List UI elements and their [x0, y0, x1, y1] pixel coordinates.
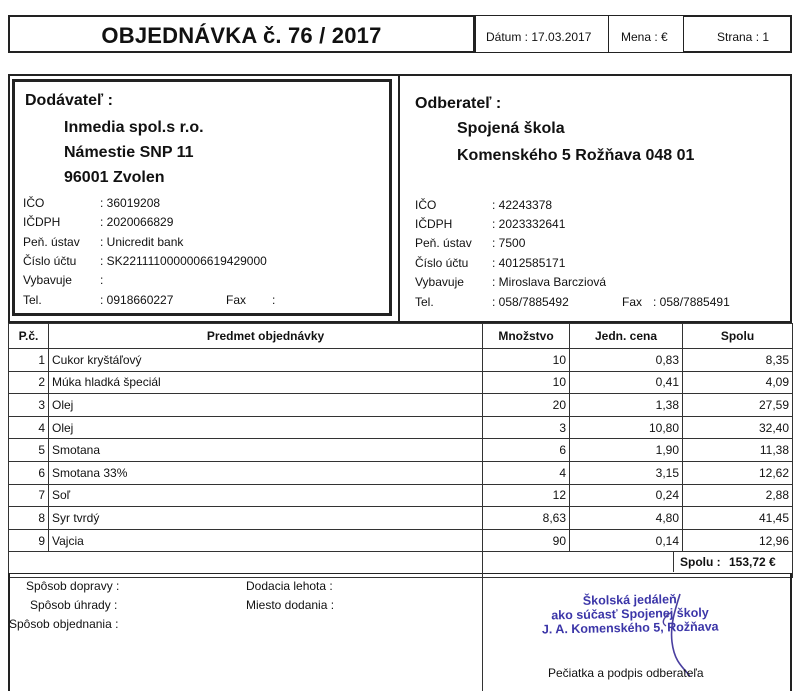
col-header-total: Spolu [683, 324, 793, 349]
col-header-price: Jedn. cena [570, 324, 683, 349]
row-total: 41,45 [683, 507, 793, 530]
row-pc: 8 [9, 507, 49, 530]
items-table [8, 323, 793, 578]
row-total: 4,09 [683, 371, 793, 394]
row-price: 1,90 [570, 439, 683, 462]
row-total: 12,96 [683, 529, 793, 552]
row-qty: 8,63 [483, 507, 570, 530]
row-total: 2,88 [683, 484, 793, 507]
customer-icdph-label: IČDPH [415, 217, 453, 231]
table-row [9, 416, 793, 439]
table-row [9, 507, 793, 530]
supplier-name: Inmedia spol.s r.o. [64, 119, 204, 136]
supplier-account-label: Číslo účtu [23, 254, 77, 268]
row-item: Syr tvrdý [49, 507, 483, 530]
supplier-handler-value: : [100, 273, 104, 287]
row-total: 27,59 [683, 394, 793, 417]
customer-tel-label: Tel. [415, 295, 434, 309]
currency-value: Mena : € [621, 30, 668, 44]
row-item: Olej [49, 394, 483, 417]
row-price: 10,80 [570, 416, 683, 439]
row-item: Smotana [49, 439, 483, 462]
signature-label: Pečiatka a podpis odberateľa [548, 666, 704, 680]
customer-fax-value: : 058/7885491 [653, 295, 730, 309]
stamp-line: Školská jedáleň [582, 592, 677, 608]
customer-bank-label: Peň. ústav [415, 236, 472, 250]
stamp-line: ako súčasť Spojenej školy [551, 605, 709, 623]
row-qty: 6 [483, 439, 570, 462]
row-qty: 90 [483, 529, 570, 552]
delivery-place-label: Miesto dodania : [246, 598, 335, 612]
supplier-tel-value: : 0918660227 [100, 293, 174, 307]
supplier-ico-value: : 36019208 [100, 196, 161, 210]
date-cell [475, 15, 609, 53]
items-table-wrap [8, 323, 792, 578]
table-row [9, 371, 793, 394]
col-header-pc: P.č. [9, 324, 49, 349]
sum-value: 153,72 € [729, 555, 776, 569]
row-price: 0,14 [570, 529, 683, 552]
row-total: 8,35 [683, 349, 793, 372]
row-qty: 3 [483, 416, 570, 439]
row-item: Soľ [49, 484, 483, 507]
customer-ico-label: IČO [415, 198, 437, 212]
row-total: 32,40 [683, 416, 793, 439]
customer-account-value: : 4012585171 [492, 256, 566, 270]
transport-label: Spôsob dopravy : [26, 579, 120, 593]
parties-divider [398, 74, 400, 323]
customer-heading: Odberateľ : [415, 95, 502, 112]
table-row [9, 349, 793, 372]
supplier-bank-value: : Unicredit bank [100, 235, 184, 249]
order-title: OBJEDNÁVKA č. 76 / 2017 [101, 23, 382, 48]
supplier-tel-label: Tel. [23, 293, 42, 307]
supplier-city: 96001 Zvolen [64, 169, 165, 186]
page-cell [684, 15, 792, 53]
row-price: 0,41 [570, 371, 683, 394]
row-price: 3,15 [570, 461, 683, 484]
ordering-label: Spôsob objednania : [9, 617, 119, 631]
footer-divider [482, 548, 483, 691]
customer-name: Spojená škola [457, 120, 565, 137]
delivery-time-label: Dodacia lehota : [246, 579, 333, 593]
row-item: Smotana 33% [49, 461, 483, 484]
row-item: Olej [49, 416, 483, 439]
supplier-fax-value: : [272, 293, 276, 307]
row-pc: 9 [9, 529, 49, 552]
supplier-street: Námestie SNP 11 [64, 144, 194, 161]
supplier-fax-label: Fax [226, 293, 247, 307]
row-item: Múka hladká špeciál [49, 371, 483, 394]
customer-icdph-value: : 2023332641 [492, 217, 566, 231]
row-pc: 3 [9, 394, 49, 417]
row-qty: 20 [483, 394, 570, 417]
customer-address: Komenského 5 Rožňava 048 01 [457, 147, 695, 164]
customer-ico-value: : 42243378 [492, 198, 553, 212]
row-price: 0,24 [570, 484, 683, 507]
sum-box [673, 552, 792, 572]
supplier-icdph-value: : 2020066829 [100, 215, 174, 229]
date-value: Dátum : 17.03.2017 [486, 30, 592, 44]
row-price: 4,80 [570, 507, 683, 530]
supplier-handler-label: Vybavuje [23, 273, 72, 287]
row-qty: 12 [483, 484, 570, 507]
row-price: 1,38 [570, 394, 683, 417]
row-pc: 1 [9, 349, 49, 372]
row-total: 11,38 [683, 439, 793, 462]
row-pc: 6 [9, 461, 49, 484]
supplier-account-value: : SK2211110000006619429000 [100, 254, 267, 268]
table-row [9, 484, 793, 507]
currency-cell [609, 15, 684, 53]
col-header-qty: Množstvo [483, 324, 570, 349]
row-pc: 7 [9, 484, 49, 507]
order-title-box [8, 15, 475, 53]
customer-fax-label: Fax [622, 295, 643, 309]
row-item: Cukor kryštáľový [49, 349, 483, 372]
row-qty: 10 [483, 349, 570, 372]
supplier-ico-label: IČO [23, 196, 45, 210]
row-pc: 4 [9, 416, 49, 439]
customer-handler-value: : Miroslava Barcziová [492, 275, 607, 289]
row-qty: 4 [483, 461, 570, 484]
sum-label: Spolu : [680, 555, 721, 569]
row-price: 0,83 [570, 349, 683, 372]
row-pc: 5 [9, 439, 49, 462]
supplier-heading: Dodávateľ : [25, 92, 113, 109]
col-header-item: Predmet objednávky [49, 324, 483, 349]
table-row [9, 529, 793, 552]
payment-label: Spôsob úhrady : [30, 598, 118, 612]
customer-bank-value: : 7500 [492, 236, 526, 250]
table-row [9, 461, 793, 484]
customer-account-label: Číslo účtu [415, 256, 469, 270]
page-number: Strana : 1 [717, 30, 770, 44]
row-pc: 2 [9, 371, 49, 394]
supplier-bank-label: Peň. ústav [23, 235, 80, 249]
row-item: Vajcia [49, 529, 483, 552]
table-header-row [9, 324, 793, 349]
customer-handler-label: Vybavuje [415, 275, 464, 289]
table-row [9, 439, 793, 462]
row-total: 12,62 [683, 461, 793, 484]
stamp-line: J. A. Komenského 5, Rožňava [541, 619, 719, 637]
supplier-icdph-label: IČDPH [23, 215, 61, 229]
row-qty: 10 [483, 371, 570, 394]
table-row [9, 394, 793, 417]
customer-tel-value: : 058/7885492 [492, 295, 569, 309]
